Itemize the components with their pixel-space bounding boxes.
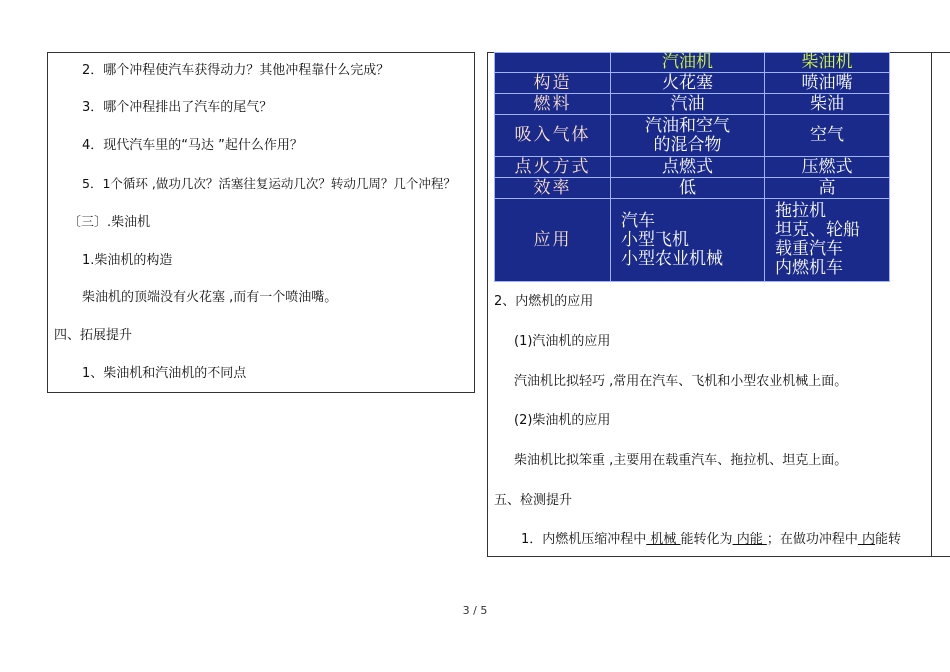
- section-2-heading: 2、内燃机的应用: [494, 294, 594, 309]
- cell-diesel: 高: [765, 178, 890, 199]
- item-1-heading: 1.柴油机的构造: [82, 253, 173, 268]
- q1-part-d: 能转: [874, 532, 901, 547]
- header-diesel: 柴油机: [765, 53, 890, 73]
- item-4-1: 1、柴油机和汽油机的不同点: [82, 366, 247, 381]
- row-label: 构造: [495, 73, 611, 94]
- left-box-right: [474, 52, 475, 393]
- cell-gasoline: 低: [611, 178, 765, 199]
- cell-diesel: 喷油嘴: [765, 73, 890, 94]
- header-empty: [495, 53, 611, 73]
- cell-gasoline: 点燃式: [611, 157, 765, 178]
- section-3-heading: 〔三〕.柴油机: [68, 215, 151, 230]
- question-4: 4．现代汽车里的“马达 ”起什么作用？: [82, 138, 303, 153]
- comparison-slide: [494, 52, 890, 282]
- left-box-bottom: [47, 392, 475, 393]
- row-label: 燃料: [495, 94, 611, 115]
- cell-gasoline: 汽油: [611, 94, 765, 115]
- question-5: 5．1个循环 ,做功几次？活塞往复运动几次？转动几周？几个冲程？: [82, 176, 456, 191]
- row-label: 效率: [495, 178, 611, 199]
- left-box-top: [47, 52, 475, 53]
- page-number: 3 / 5: [462, 604, 488, 617]
- cell-diesel: 柴油: [765, 94, 890, 115]
- cell-diesel: 拖拉机 坦克、轮船 载重汽车 内燃机车: [765, 199, 890, 282]
- row-label: 应用: [495, 199, 611, 282]
- row-label: 吸入气体: [495, 115, 611, 157]
- cell-gasoline: 火花塞: [611, 73, 765, 94]
- sub-2-text: 柴油机比拟笨重 ,主要用在载重汽车、拖拉机、坦克上面。: [514, 453, 848, 468]
- header-gasoline: 汽油机: [611, 53, 765, 73]
- right-box-left: [487, 52, 488, 557]
- q1-part-b: 能转化为: [680, 532, 733, 547]
- cell-diesel: 空气: [765, 115, 890, 157]
- section-4-heading: 四、拓展提升: [54, 328, 133, 343]
- section-5-heading: 五、检测提升: [494, 493, 573, 508]
- q1-blank-2: 内能: [732, 532, 767, 547]
- row-label: 点火方式: [495, 157, 611, 178]
- item-1-text: 柴油机的顶端没有火花塞 ,而有一个喷油嘴。: [82, 290, 338, 305]
- q1-part-a: 1．内燃机压缩冲程中: [521, 532, 647, 547]
- question-1: [521, 532, 901, 548]
- comparison-table: [494, 52, 890, 282]
- sub-1-heading: (1)汽油机的应用: [514, 334, 611, 349]
- question-3: 3．哪个冲程排出了汽车的尾气？: [82, 100, 273, 115]
- sub-2-heading: (2)柴油机的应用: [514, 413, 611, 428]
- sub-1-text: 汽油机比拟轻巧 ,常用在汽车、飞机和小型农业机械上面。: [514, 374, 848, 389]
- right-box-bottom: [487, 556, 950, 557]
- cell-gasoline: 汽油和空气 的混合物: [611, 115, 765, 157]
- cell-gasoline: 汽车 小型飞机 小型农业机械: [611, 199, 765, 282]
- q1-blank-3: 内: [857, 532, 875, 547]
- cell-diesel: 压燃式: [765, 157, 890, 178]
- left-box-left: [47, 52, 48, 393]
- right-box-divider: [931, 52, 932, 557]
- q1-part-c: ；在做功冲程中: [766, 532, 858, 547]
- question-2: 2．哪个冲程使汽车获得动力？其他冲程靠什么完成？: [82, 63, 390, 78]
- q1-blank-1: 机械: [646, 532, 681, 547]
